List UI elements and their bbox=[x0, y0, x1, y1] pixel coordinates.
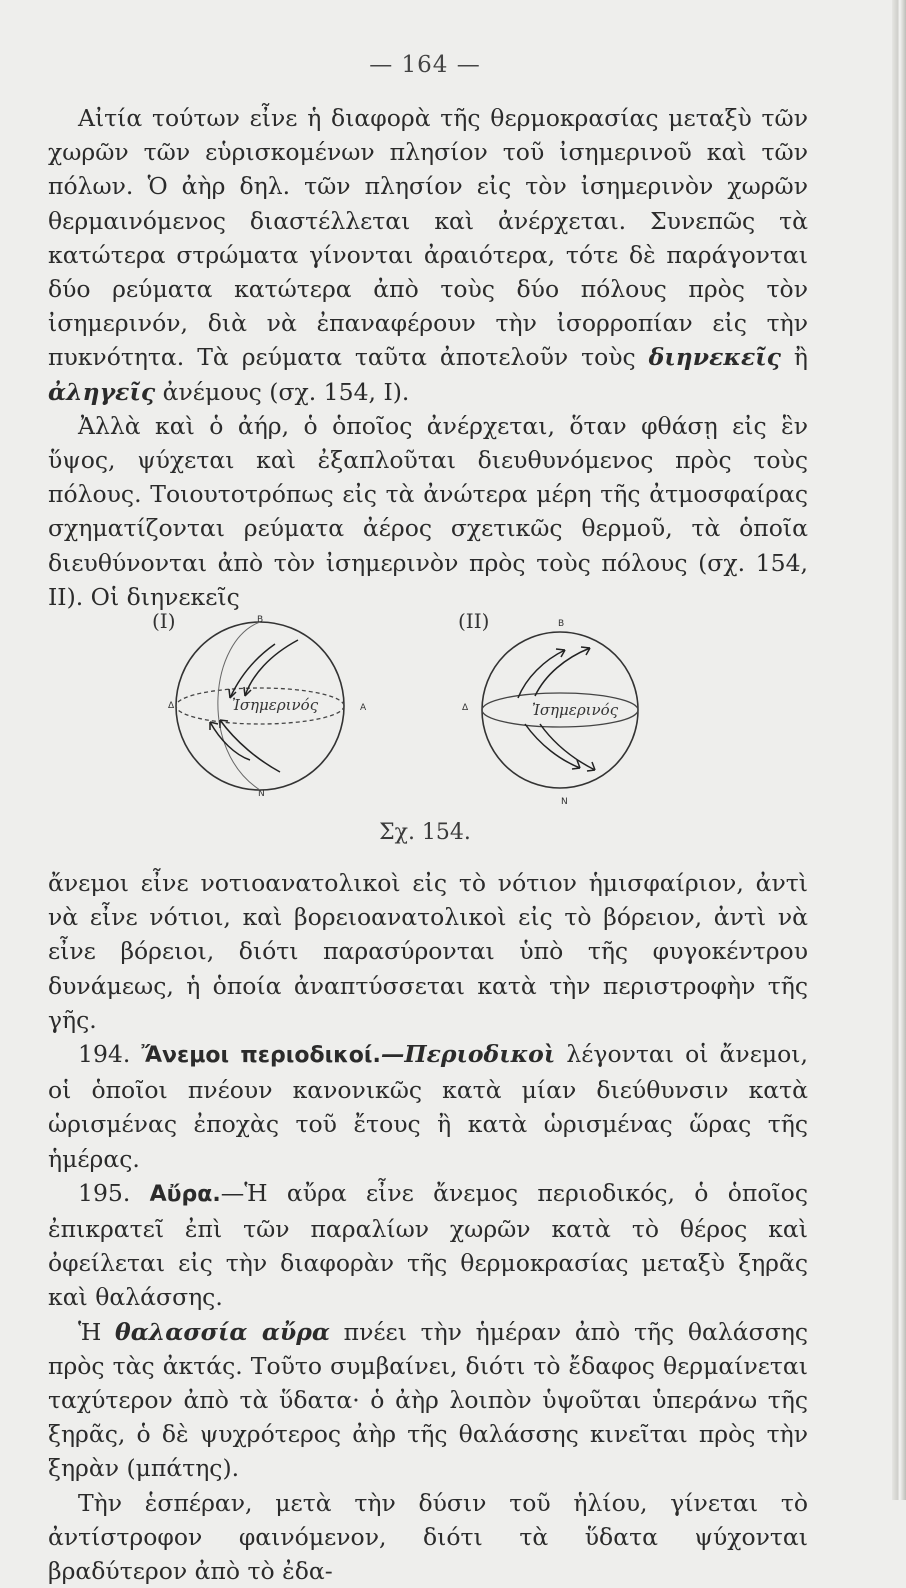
section-number-194: 194. bbox=[78, 1040, 131, 1069]
globe-II-arrow-s bbox=[540, 724, 595, 770]
label-figure-I: (Ι) bbox=[152, 609, 176, 633]
paragraph-trade-winds: ἄνεμοι εἶνε νοτιοανατολικοὶ εἰς τὸ νότιον ἡμισφαίριον, ἀντὶ νὰ εἶνε νότιοι, καὶ βορειοανατολικοὶ εἰς τὸ βόρειον, ἀντὶ νὰ εἶνε βόρειοι, διότι παρασύρονται ὑπὸ τῆς φυγοκέντρου δυνάμεως, ἡ ὁποία ἀναπτύσσεται κατὰ τὴν περιστροφὴν τῆς γῆς. bbox=[48, 869, 808, 1034]
paragraph-evening: Τὴν ἑσπέραν, μετὰ τὴν δύσιν τοῦ ἡλίου, γίνεται τὸ ἀντίστροφον φαινόμενον, διότι τὰ ὕδατα ψύχονται βραδύτερον ἀπὸ τὸ ἐδα- bbox=[48, 1488, 808, 1586]
paragraph-195 bbox=[48, 1176, 808, 1315]
globe-I-south: Ν bbox=[258, 789, 265, 799]
paragraph-upper-currents: Ἀλλὰ καὶ ὁ ἀήρ, ὁ ὁποῖος ἀνέρχεται, ὅταν φθάσῃ εἰς ἓν ὕψος, ψύχεται καὶ ἐξαπλοῦται διευθυνόμενος πρὸς τοὺς πόλους. Τοιουτοτρόπως εἰς τὰ ἀνώτερα μέρη τῆς ἀτμοσφαίρας σχηματίζονται ρεύματα ἀέρος σχετικῶς θερμοῦ, τὰ ὁποῖα διευθύνονται ἀπὸ τὸν ἰσημερινὸν πρὸς τοὺς πόλους (σχ. 154, ΙΙ). Οἱ διηνεκεῖς bbox=[48, 411, 808, 611]
globe-I-arrow-n bbox=[230, 644, 275, 698]
paragraph-195-text: —Ἡ αὔρα εἶνε ἄνεμος περιοδικός, ὁ ὁποῖος ἐπικρατεῖ ἐπὶ τῶν παραλίων χωρῶν κατὰ τὸ θέρος καὶ ὀφείλεται εἰς τὴν διαφορὰν τῆς θερμοκρασίας μεταξὺ ξηρᾶς καὶ θαλάσσης. bbox=[48, 1178, 808, 1312]
globe-II-north: Β bbox=[558, 619, 565, 629]
globe-I-arrow-sw bbox=[210, 722, 250, 760]
term-dienekeis: διηνεκεῖς bbox=[648, 343, 781, 372]
paragraph-causes-end: ἀνέμους (σχ. 154, Ι). bbox=[162, 377, 410, 406]
term-sea-breeze: θαλασσία αὔρα bbox=[115, 1317, 330, 1346]
paragraph-causes-text: Αἰτία τούτων εἶνε ἡ διαφορὰ τῆς θερμοκρασίας μεταξὺ τῶν χωρῶν τῶν εὑρισκομένων πλησίον τοῦ ἰσημερινοῦ καὶ τῶν πόλων. Ὁ ἀὴρ δηλ. τῶν πλησίον εἰς τὸν ἰσημερινὸν χωρῶν θερμαινόμενος διαστέλλεται καὶ ἀνέρχεται. Συνεπῶς τὰ κατώτερα στρώματα γίνονται ἀραιότερα, τότε δὲ παράγονται δύο ρεύματα κατώτερα ἀπὸ τοὺς δύο πόλους πρὸς τὸν ἰσημερινόν, διὰ νὰ ἐπαναφέρουν τὴν ἰσορροπίαν εἰς τὴν πυκνότητα. Τὰ ρεύματα ταῦτα ἀποτελοῦν τοὺς bbox=[48, 104, 808, 372]
globe-II-arrow-n bbox=[518, 650, 565, 698]
globe-I-arrow-ne bbox=[245, 640, 298, 696]
section-heading-periodic: Ἄνεμοι περιοδικοί. bbox=[141, 1043, 381, 1069]
page-edge bbox=[892, 0, 906, 1500]
figure-caption: Σχ. 154. bbox=[379, 820, 471, 845]
globe-I-north: Β bbox=[257, 615, 264, 625]
paragraph-causes bbox=[48, 101, 808, 409]
text-block-top bbox=[48, 101, 808, 614]
paragraph-194 bbox=[48, 1037, 808, 1176]
paragraph-sea-breeze-text: πνέει τὴν ἡμέραν ἀπὸ τῆς θαλάσσης πρὸς τὰς ἀκτάς. Τοῦτο συμβαίνει, διότι τὸ ἔδαφος θερμαίνεται ταχύτερον ἀπὸ τὰ ὕδατα· ὁ ἀὴρ λοιπὸν ὑψοῦται ὑπεράνω τῆς ξηρᾶς, ὁ δὲ ψυχρότερος ἀὴρ τῆς θαλάσσης κινεῖται πρὸς τὴν ξηρὰν (μπάτης). bbox=[48, 1317, 808, 1483]
section-heading-breeze: Αὔρα. bbox=[149, 1181, 221, 1207]
term-alegeis: ἀληγεῖς bbox=[48, 377, 156, 406]
sea-breeze-article: Ἡ bbox=[78, 1317, 102, 1346]
globe-II-arrow-sw bbox=[525, 724, 580, 768]
globe-II-west: Δ bbox=[462, 703, 469, 713]
globe-II-equator-label: Ἰσημερινός bbox=[532, 701, 619, 719]
globe-II-south: Ν bbox=[561, 797, 568, 807]
globe-I-east: Α bbox=[360, 703, 367, 713]
text-block-bottom bbox=[48, 866, 808, 1588]
globe-I-equator-label: Ἰσημερινός bbox=[232, 696, 319, 714]
term-periodikoi: —Περιοδικοὶ bbox=[380, 1040, 556, 1069]
page-number: — 164 — bbox=[369, 52, 481, 78]
globe-I-west: Δ bbox=[168, 701, 175, 711]
conjunction: ἢ bbox=[793, 343, 808, 372]
paragraph-194-text: λέγονται οἱ ἄνεμοι, οἱ ὁποῖοι πνέουν κανονικῶς κατὰ μίαν διεύθυνσιν κατὰ ὡρισμένας ἐποχὰς τοῦ ἔτους ἢ κατὰ ὡρισμένας ὥρας τῆς ἡμέρας. bbox=[48, 1040, 808, 1173]
paragraph-sea-breeze bbox=[48, 1315, 808, 1486]
section-number-195: 195. bbox=[78, 1178, 131, 1207]
label-figure-II-text: (ΙΙ) bbox=[458, 609, 490, 633]
